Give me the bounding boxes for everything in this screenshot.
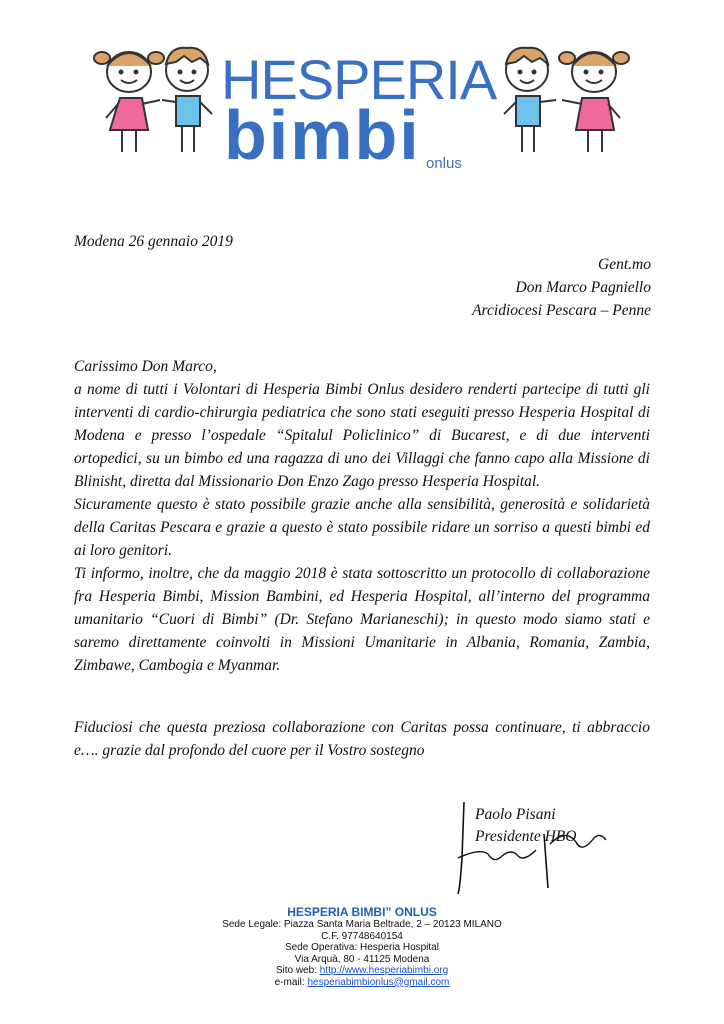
letter-date: Modena 26 gennaio 2019 xyxy=(74,233,233,250)
girl-right-figure xyxy=(559,52,629,152)
footer-email-line xyxy=(0,977,724,989)
footer-email-label: e-mail: xyxy=(274,976,308,988)
footer-website-label: Sito web xyxy=(275,965,315,976)
logo-bimbi-text: bimbi xyxy=(224,96,421,174)
boy-right-figure xyxy=(504,48,556,152)
footer-website-link[interactable]: http://www.hesperiabimbi.org xyxy=(319,965,449,976)
signature-title: Presidente HBO xyxy=(475,828,577,845)
letter-body xyxy=(74,355,650,677)
paragraph-3: Ti informo, inoltre, che da maggio 2018 è stata sottoscritto un protocollo di collaborazione fra Hesperia Bimbi, Mission Bambini, ed Hesperia Hospital, all’interno del programma umanitario “Cuori di Bimbi” (Dr. Stefano Marianeschi); in questo modo siamo stati e saremo direttamente coinvolti in Missioni Umanitarie in Albania, Romania, Zambia, Zimbawe, Cambogia e Myanmar. xyxy=(74,565,650,674)
paragraph-1: a nome di tutti i Volontari di Hesperia Bimbi Onlus desidero renderti partecipe di tutti gli interventi di cardio-chirurgia pediatrica che sono stati eseguiti presso Hesperia Hospital di Modena e presso l’ospedale “Spitalul Policlinico” di Bucarest, e di due interventi ortopedici, su un bimbo ed una ragazza di uno dei Villaggi che fanno capo alla Missione di Blinisht, diretta dal Missionario Don Enzo Zago presso Hesperia Hospital. xyxy=(74,381,650,490)
footer-address: Via Arquà, 80 - 41125 Modena xyxy=(294,953,430,965)
girl-left-figure xyxy=(94,52,164,152)
logo-onlus-text: onlus xyxy=(426,155,462,172)
closing-paragraph: Fiduciosi che questa preziosa collaborazione con Caritas possa continuare, ti abbraccio e…. grazie dal profondo del cuore per il Vostro sostegno xyxy=(74,719,650,759)
recipient-line-3: Arcidiocesi Pescara – Penne xyxy=(472,302,651,319)
footer-org-name: HESPERIA BIMBI” ONLUS xyxy=(287,905,437,919)
footer-email-link[interactable]: hesperiabimbionlus@gmail.com xyxy=(307,976,450,988)
recipient-line-1: Gent.mo xyxy=(598,256,651,273)
salutation: Carissimo Don Marco, xyxy=(74,358,217,375)
footer-legal-address: Sede Legale: Piazza Santa Maria Beltrade, 2 – 20123 MILANO xyxy=(222,919,502,930)
footer-operational-site: Sede Operativa: Hesperia Hospital xyxy=(285,942,439,953)
recipient-line-2: Don Marco Pagniello xyxy=(515,279,651,296)
signature-name: Paolo Pisani xyxy=(475,806,556,823)
boy-left-figure xyxy=(162,48,212,152)
paragraph-2: Sicuramente questo è stato possibile grazie anche alla sensibilità, generosità e solidarietà della Caritas Pescara e grazie a questo è stato possibile ridare un sorriso a questi bimbi ed ai loro genitori. xyxy=(74,496,650,559)
logo-hesperia-text: HESPERIA xyxy=(221,48,497,111)
footer-tax-code: C.F. 97748640154 xyxy=(321,930,403,942)
handwritten-signature xyxy=(440,798,610,898)
footer xyxy=(0,905,724,988)
footer-website-line: Sito web: http://www.hesperiabimbi.org xyxy=(275,965,449,976)
